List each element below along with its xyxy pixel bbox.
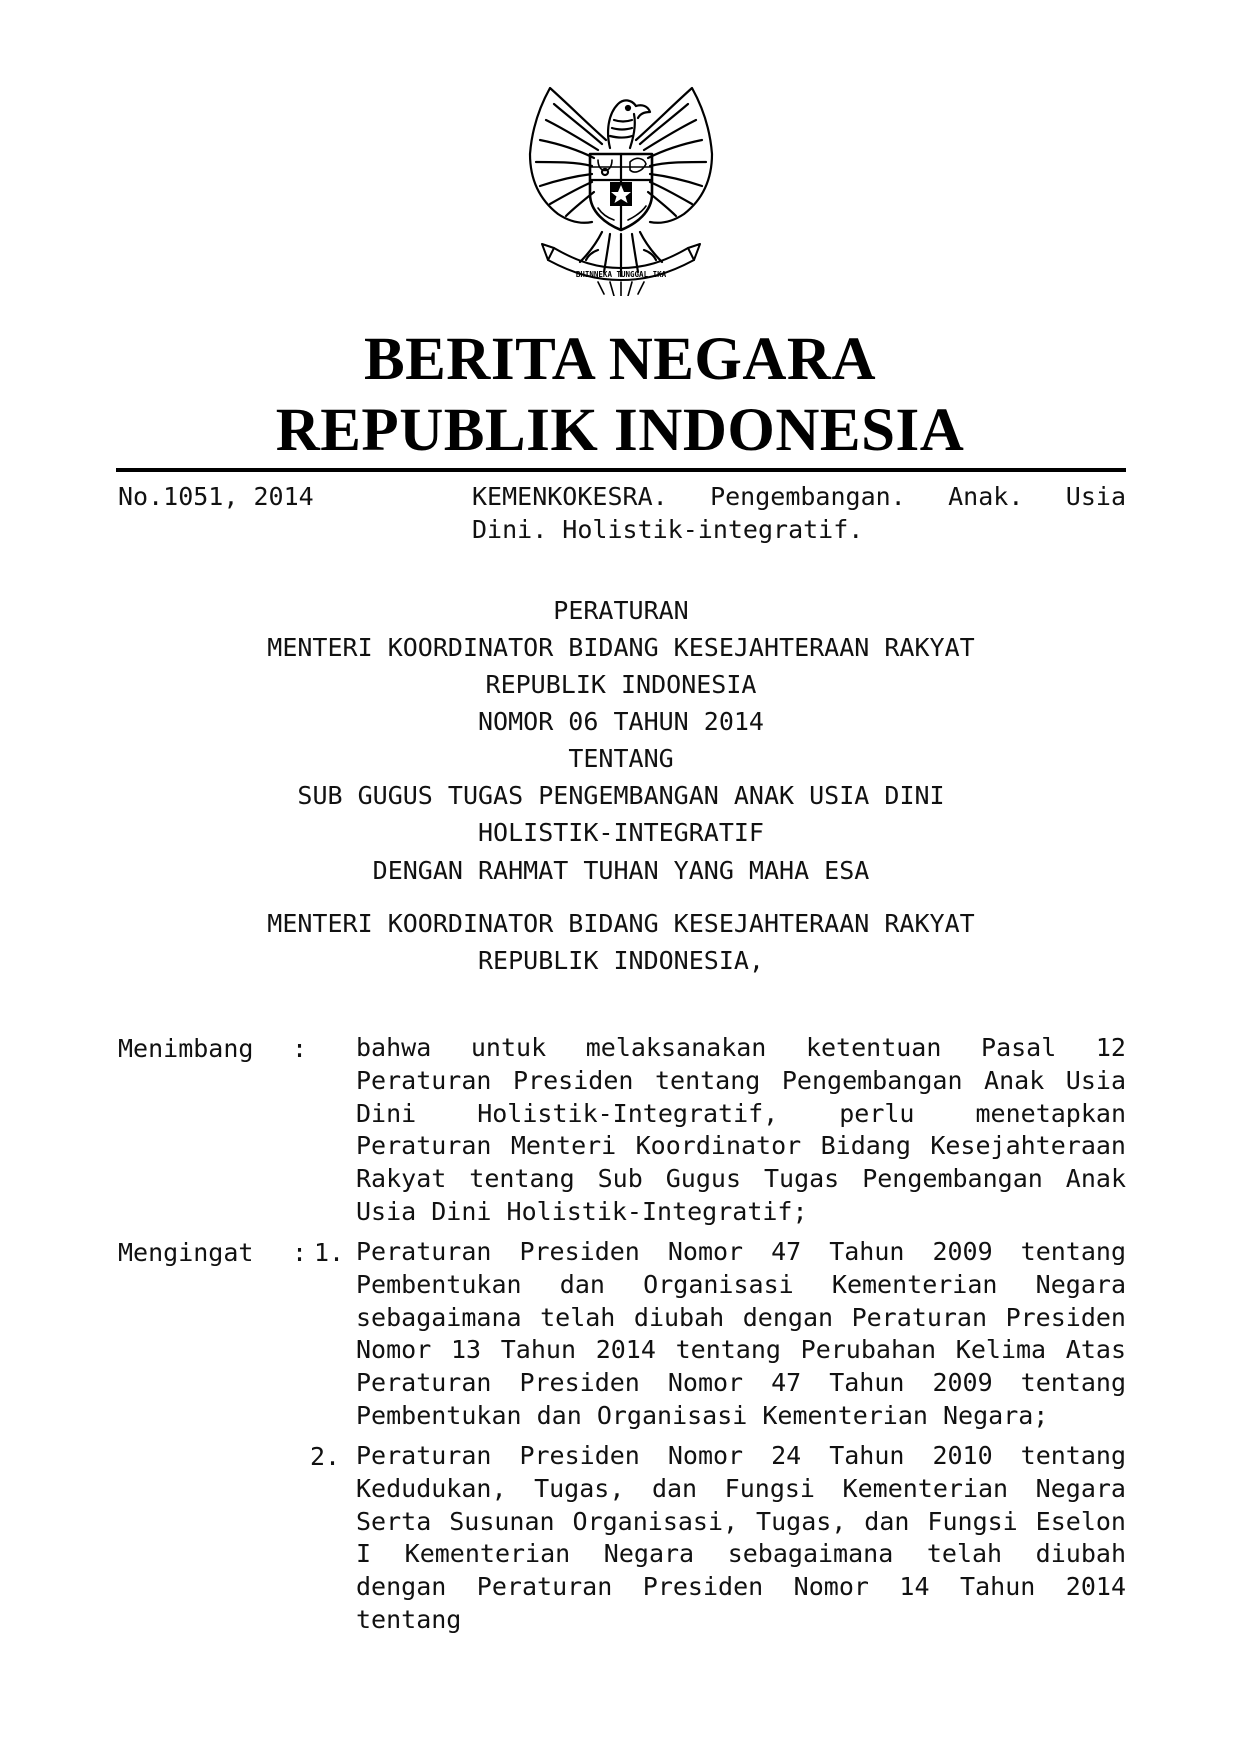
masthead-title-line1: BERITA NEGARA (363, 326, 877, 393)
document-subject (472, 480, 1126, 546)
regulation-title-line: MENTERI KOORDINATOR BIDANG KESEJAHTERAAN RAKYAT (267, 633, 975, 662)
regulation-title-line: TENTANG (568, 744, 674, 773)
mengingat-item-text: Peraturan Presiden Nomor 24 Tahun 2010 tentang Kedudukan, Tugas, dan Fungsi Kementerian Negara Serta Susunan Organisasi, Tugas, dan Fungsi Eselon I Kementerian Negara sebagaimana telah diubah dengan Peraturan Presiden Nomor 14 Tahun 2014 tentang (356, 1441, 1126, 1634)
document-subject-line1: KEMENKOKESRA. Pengembangan. Anak. Usia (472, 482, 1126, 511)
menimbang-label: Menimbang (118, 1034, 254, 1063)
masthead-divider (116, 468, 1126, 472)
menimbang-text: bahwa untuk melaksanakan ketentuan Pasal 12 Peraturan Presiden tentang Pengembangan Anak Usia Dini Holistik-Integratif, perlu menetapkan Peraturan Menteri Koordinator Bidang Kesejahteraan Rakyat tentang Sub Gugus Tugas Pengembangan Anak Usia Dini Holistik-Integratif; (356, 1033, 1126, 1226)
mengingat-item-number: 1. (314, 1238, 345, 1267)
document-subject-line2: Dini. Holistik-integratif. (472, 515, 864, 544)
issuing-authority (116, 905, 1126, 979)
mengingat-label: Mengingat (118, 1238, 254, 1267)
garuda-pancasila-emblem-icon (518, 84, 724, 296)
regulation-title (116, 592, 1126, 851)
mengingat-item-number: 2. (310, 1442, 341, 1471)
regulation-title-line: REPUBLIK INDONESIA (485, 670, 757, 699)
issuing-authority-line2: REPUBLIK INDONESIA, (478, 946, 764, 975)
document-number: No.1051, 2014 (118, 482, 314, 511)
regulation-title-line: SUB GUGUS TUGAS PENGEMBANGAN ANAK USIA DINI (297, 781, 945, 810)
regulation-title-line: PERATURAN (553, 596, 689, 625)
masthead-title-line2: REPUBLIK INDONESIA (275, 397, 965, 464)
issuing-authority-line1: MENTERI KOORDINATOR BIDANG KESEJAHTERAAN RAKYAT (267, 909, 975, 938)
regulation-title-line: NOMOR 06 TAHUN 2014 (478, 707, 764, 736)
mengingat-colon: : (292, 1238, 308, 1267)
mengingat-item-text: Peraturan Presiden Nomor 47 Tahun 2009 tentang Pembentukan dan Organisasi Kementerian Negara sebagaimana telah diubah dengan Peraturan Presiden Nomor 13 Tahun 2014 tentang Perubahan Kelima Atas Peraturan Presiden Nomor 47 Tahun 2009 tentang Pembentukan dan Organisasi Kementerian Negara; (356, 1237, 1126, 1430)
regulation-title-line: HOLISTIK-INTEGRATIF (478, 818, 764, 847)
preamble: DENGAN RAHMAT TUHAN YANG MAHA ESA (372, 856, 870, 885)
emblem-motto: BHINNEKA TUNGGAL IKA (575, 270, 667, 279)
menimbang-colon: : (292, 1034, 308, 1063)
